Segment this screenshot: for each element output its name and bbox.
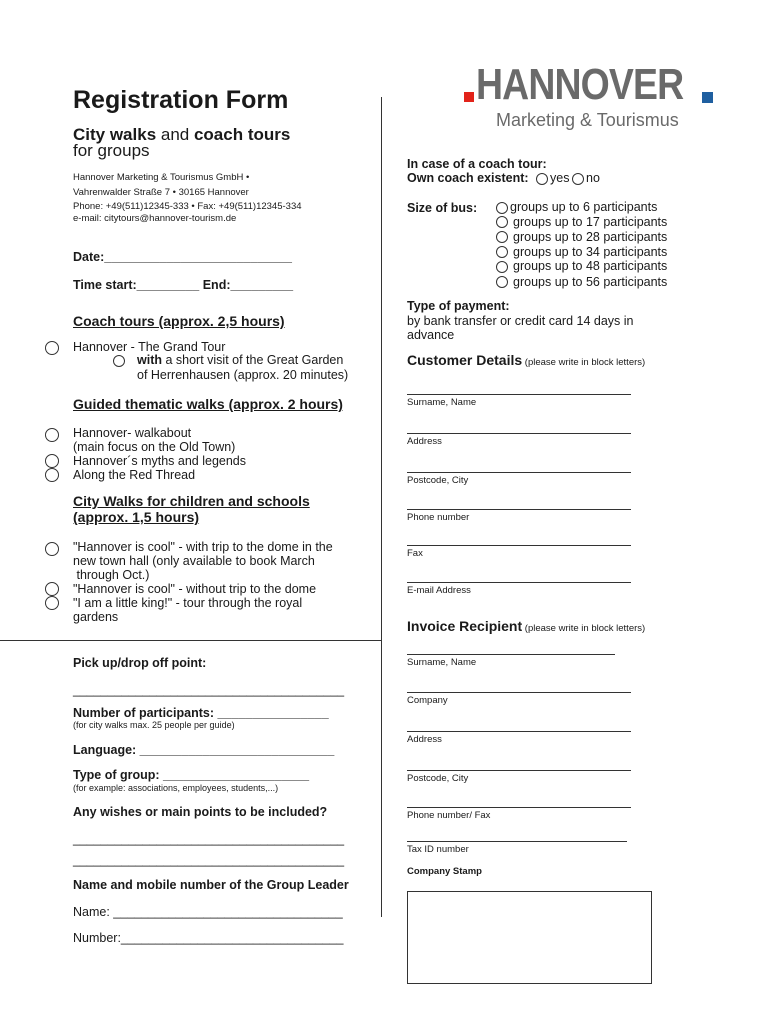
customer-address-line[interactable] [407, 433, 631, 434]
subtitle-city-walks: City walks [73, 125, 157, 144]
logo-blue-square [702, 92, 713, 103]
page-title: Registration Form [73, 86, 289, 114]
invoice-postcode-label: Postcode, City [407, 773, 469, 784]
pickup-label: Pick up/drop off point: [73, 656, 207, 670]
customer-fax-line[interactable] [407, 545, 631, 546]
wishes-label: Any wishes or main points to be included? [73, 805, 328, 819]
bus-option-label-6: groups up to 6 participants [510, 200, 658, 214]
customer-name-line[interactable] [407, 394, 631, 395]
with-label: with [137, 353, 162, 367]
participants-field[interactable]: Number of participants: ________________ [73, 706, 329, 720]
bus-option-radio-28[interactable] [496, 231, 508, 243]
invoice-phone-line[interactable] [407, 807, 631, 808]
customer-heading [407, 352, 645, 370]
wishes-line-1[interactable]: _______________________________________ [73, 832, 345, 846]
pickup-line[interactable]: _______________________________________ [73, 683, 345, 697]
leader-heading: Name and mobile number of the Group Leader [73, 878, 349, 892]
own-coach-no-radio[interactable] [572, 173, 584, 185]
kids-walks-duration: (approx. 1,5 hours) [73, 509, 200, 525]
bus-option-label-17: groups up to 17 participants [513, 215, 668, 229]
participants-note: (for city walks max. 25 people per guide) [73, 720, 235, 730]
leader-name-field[interactable]: Name: _________________________________ [73, 905, 343, 919]
own-coach-label: Own coach existent: [407, 171, 529, 185]
hannover-cool-radio[interactable] [45, 582, 59, 596]
walkabout-radio[interactable] [45, 428, 59, 442]
group-type-note: (for example: associations, employees, students,...) [73, 783, 279, 793]
customer-phone-label: Phone number [407, 512, 470, 523]
customer-note: (please write in block letters) [522, 357, 646, 368]
logo-tagline: Marketing & Tourismus [496, 110, 679, 130]
bus-option-radio-34[interactable] [496, 246, 508, 258]
invoice-title: Invoice Recipient [407, 618, 523, 634]
customer-title: Customer Details [407, 352, 523, 368]
bus-option-radio-17[interactable] [496, 216, 508, 228]
hannover-cool-dome-radio[interactable] [45, 542, 59, 556]
section-divider [0, 640, 381, 641]
customer-postcode-line[interactable] [407, 472, 631, 473]
customer-phone-line[interactable] [407, 509, 631, 510]
bus-option-label-48: groups up to 48 participants [513, 259, 668, 273]
customer-email-label: E-mail Address [407, 585, 471, 596]
coach-tour-label: In case of a coach tour: [407, 157, 547, 171]
payment-text-2: advance [407, 328, 455, 342]
hannover-cool-dome-label-3: through Oct.) [73, 568, 150, 582]
hannover-cool-dome-label-1: "Hannover is cool" - with trip to the dome in the [73, 540, 333, 554]
bus-option-label-28: groups up to 28 participants [513, 230, 668, 244]
company-stamp-box[interactable] [407, 891, 652, 984]
language-field[interactable]: Language: ____________________________ [73, 743, 335, 757]
bus-size-label: Size of bus: [407, 201, 478, 215]
own-coach-yes-radio[interactable] [536, 173, 548, 185]
walkabout-sub-label: (main focus on the Old Town) [73, 440, 236, 454]
logo-name: HANNOVER [476, 60, 684, 109]
payment-label: Type of payment: [407, 299, 510, 313]
little-king-label-1: "I am a little king!" - tour through the royal [73, 596, 303, 610]
customer-name-label: Surname, Name [407, 397, 477, 408]
logo-red-square [464, 92, 474, 102]
coach-tours-heading: Coach tours (approx. 2,5 hours) [73, 313, 285, 329]
grand-tour-label: Hannover - The Grand Tour [73, 340, 226, 354]
subtitle-and: and [156, 125, 194, 144]
grand-tour-radio[interactable] [45, 341, 59, 355]
red-thread-label: Along the Red Thread [73, 468, 196, 482]
garden-visit-label: a short visit of the Great Garden [162, 353, 344, 367]
little-king-label-2: gardens [73, 610, 119, 624]
bus-option-radio-56[interactable] [496, 276, 508, 288]
bus-option-radio-6[interactable] [496, 202, 508, 214]
payment-text-1: by bank transfer or credit card 14 days in [407, 314, 634, 328]
customer-address-label: Address [407, 436, 442, 447]
customer-postcode-label: Postcode, City [407, 475, 469, 486]
invoice-address-line[interactable] [407, 731, 631, 732]
customer-fax-label: Fax [407, 548, 423, 559]
hannover-cool-label: "Hannover is cool" - without trip to the dome [73, 582, 317, 596]
wishes-line-2[interactable]: _______________________________________ [73, 853, 345, 867]
group-type-field[interactable]: Type of group: _____________________ [73, 768, 310, 782]
invoice-taxid-line[interactable] [407, 841, 627, 842]
invoice-taxid-label: Tax ID number [407, 844, 469, 855]
invoice-postcode-line[interactable] [407, 770, 631, 771]
bus-option-label-34: groups up to 34 participants [513, 245, 668, 259]
column-divider [381, 97, 382, 917]
customer-email-line[interactable] [407, 582, 631, 583]
bus-option-radio-48[interactable] [496, 261, 508, 273]
company-line-3: Phone: +49(511)12345-333 • Fax: +49(511)12345-334 [73, 201, 302, 212]
herrenhausen-label: of Herrenhausen (approx. 20 minutes) [137, 368, 349, 382]
subtitle-coach-tours: coach tours [193, 125, 291, 144]
hannover-cool-dome-label-2: new town hall (only available to book March [73, 554, 315, 568]
red-thread-radio[interactable] [45, 468, 59, 482]
invoice-name-label: Surname, Name [407, 657, 477, 668]
walkabout-label: Hannover- walkabout [73, 426, 192, 440]
invoice-address-label: Address [407, 734, 442, 745]
invoice-name-line[interactable] [407, 654, 615, 655]
leader-number-field[interactable]: Number:________________________________ [73, 931, 344, 945]
little-king-radio[interactable] [45, 596, 59, 610]
bus-option-label-56: groups up to 56 participants [513, 275, 668, 289]
myths-radio[interactable] [45, 454, 59, 468]
great-garden-radio[interactable] [113, 355, 125, 367]
date-field[interactable]: Date:___________________________ [73, 250, 292, 264]
invoice-phone-label: Phone number/ Fax [407, 810, 491, 821]
great-garden-label [137, 353, 343, 367]
invoice-note: (please write in block letters) [522, 623, 646, 634]
myths-label: Hannover´s myths and legends [73, 454, 247, 468]
company-stamp-label: Company Stamp [407, 866, 482, 877]
invoice-heading [407, 618, 645, 636]
company-line-4: e-mail: citytours@hannover-tourism.de [73, 213, 237, 224]
time-field[interactable]: Time start:_________ End:_________ [73, 278, 294, 292]
company-line-1: Hannover Marketing & Tourismus GmbH • [73, 172, 250, 183]
own-coach-no-label: no [586, 171, 600, 185]
subtitle-for-groups: for groups [73, 141, 150, 160]
company-line-2: Vahrenwalder Straße 7 • 30165 Hannover [73, 187, 249, 198]
invoice-company-line[interactable] [407, 692, 631, 693]
kids-walks-heading: City Walks for children and schools [73, 493, 310, 509]
own-coach-yes-label: yes [550, 171, 570, 185]
invoice-company-label: Company [407, 695, 448, 706]
guided-walks-heading: Guided thematic walks (approx. 2 hours) [73, 396, 343, 412]
